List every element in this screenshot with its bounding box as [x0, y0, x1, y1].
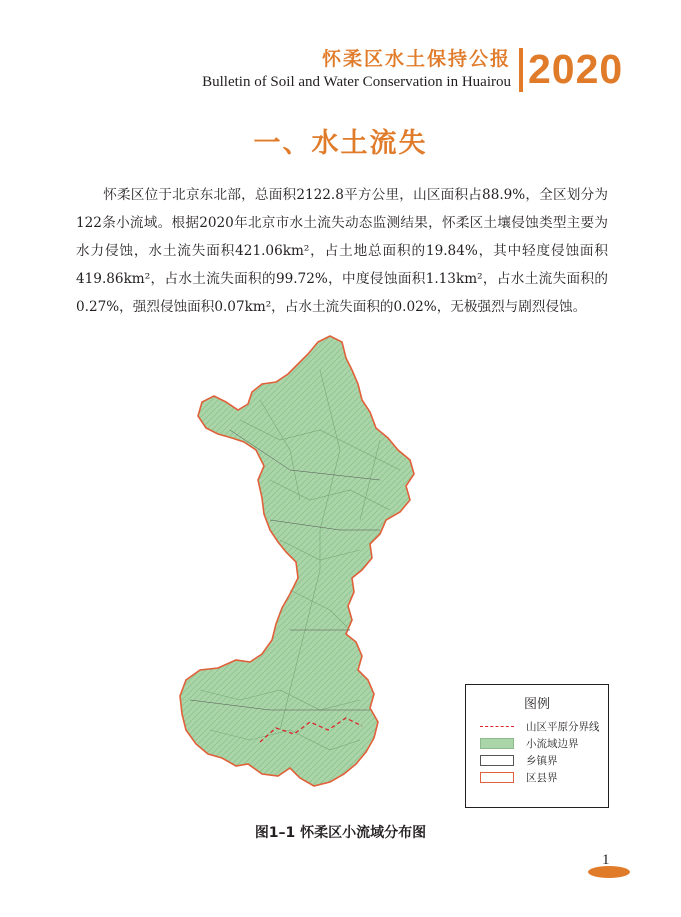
- legend-item: [466, 718, 608, 735]
- legend-label: 区县界: [526, 772, 558, 784]
- dashed-line-symbol: [480, 726, 514, 727]
- page-number: 1: [602, 852, 610, 868]
- legend-item: [466, 752, 608, 769]
- legend-title: 图例: [523, 697, 550, 712]
- map-legend: [465, 684, 609, 808]
- red-outline-symbol: [480, 772, 514, 783]
- section-title: 一、水土流失: [253, 128, 428, 159]
- legend-label: 乡镇界: [526, 755, 558, 767]
- body-paragraph: 怀柔区位于北京东北部，总面积2122.8平方公里，山区面积占88.9%，全区划分为122条小流域。根据2020年北京市水土流失动态监测结果，怀柔区土壤侵蚀类型主要为水力侵蚀，水土流失面积421.06km²，占土地总面积的19.84%，其中轻度侵蚀面积419.86km²，占水土流失面积的99.72%，中度侵蚀面积1.13km²，占水土流失面积的0.27%，强烈侵蚀面积0.07km²，占水土流失面积的0.02%，无极强烈与剧烈侵蚀。: [76, 187, 608, 315]
- legend-label: 山区平原分界线: [526, 721, 600, 733]
- district-boundary: [180, 336, 414, 786]
- legend-label: 小流域边界: [526, 738, 579, 750]
- legend-item: [466, 769, 608, 786]
- header-divider: [519, 48, 523, 92]
- bulletin-year: 2020: [528, 46, 624, 92]
- bulletin-title-cn: 怀柔区水土保持公报: [321, 48, 511, 70]
- legend-item: [466, 735, 608, 752]
- bulletin-title-en: Bulletin of Soil and Water Conservation in Huairou: [202, 74, 511, 90]
- figure-caption: 图1–1 怀柔区小流域分布图: [254, 825, 427, 841]
- green-fill-symbol: [480, 738, 514, 749]
- gray-outline-symbol: [480, 755, 514, 766]
